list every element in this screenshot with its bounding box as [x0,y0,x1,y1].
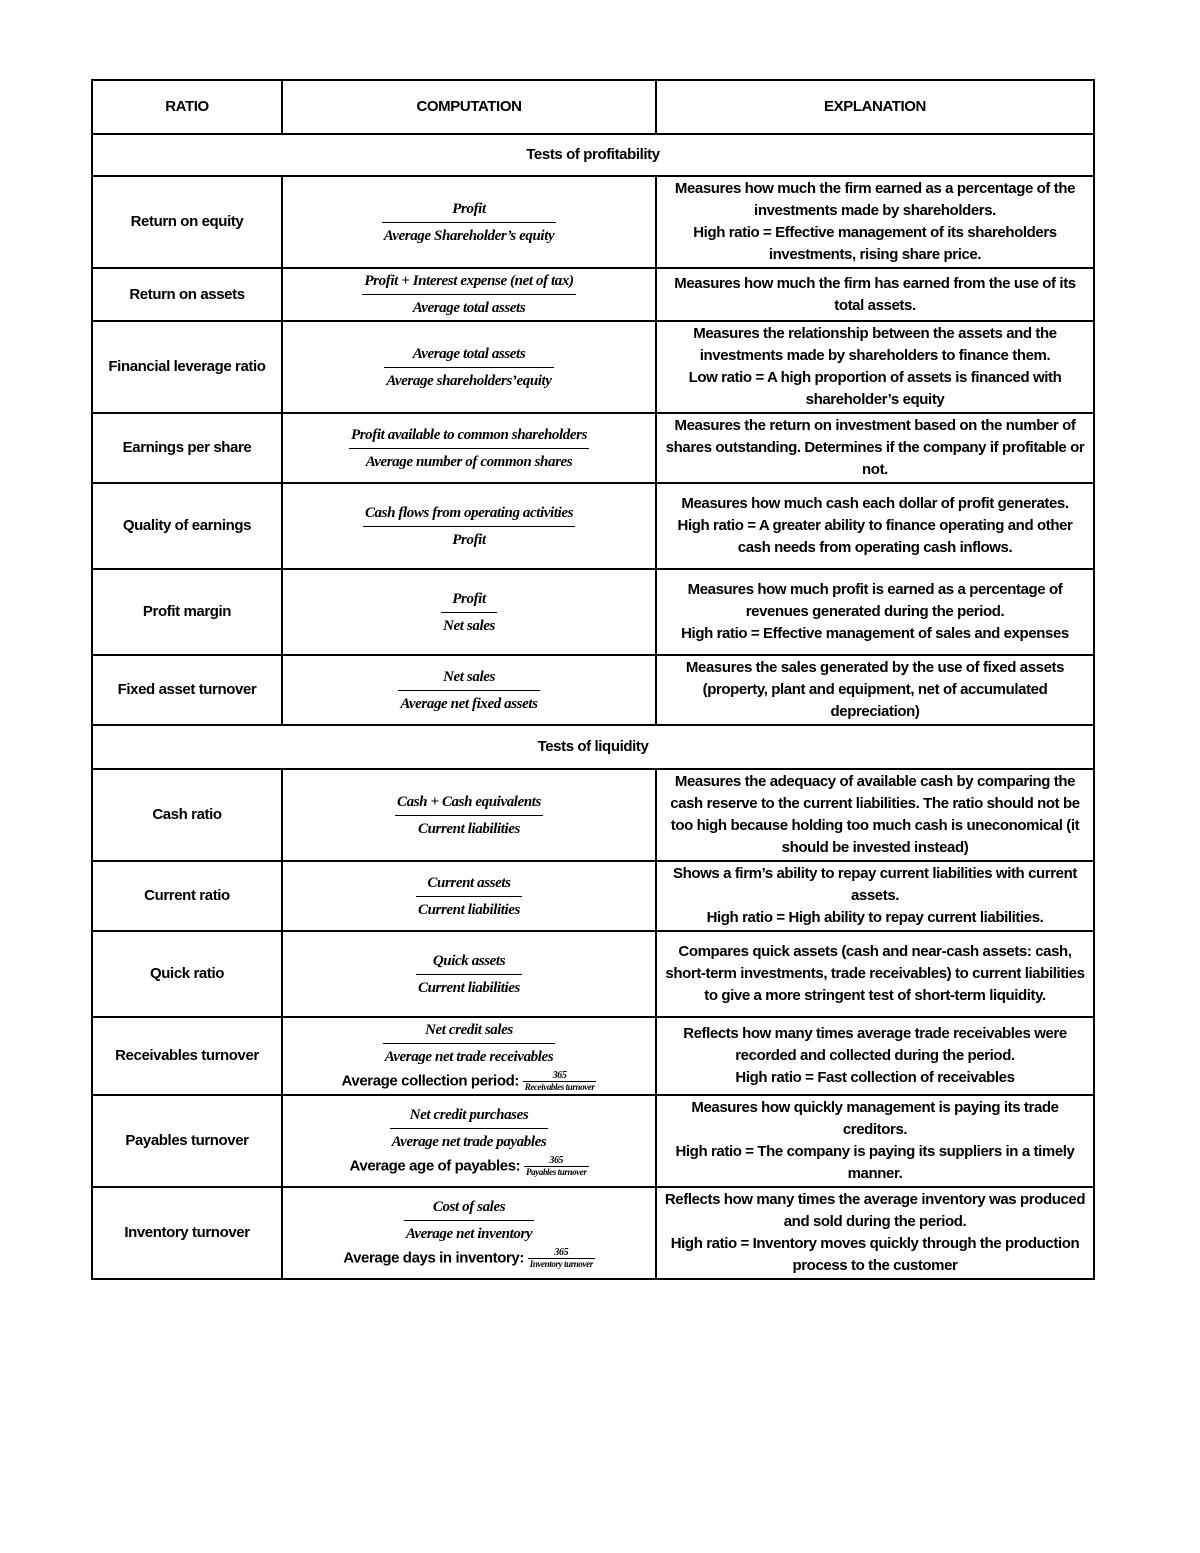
table-row [92,268,1094,321]
computation-cell [282,861,656,931]
formula-numerator: Cash flows from operating activities [363,502,575,527]
table-row [92,569,1094,655]
formula-numerator: Cash + Cash equivalents [395,791,543,816]
table-row [92,1017,1094,1095]
formula-numerator: Net credit sales [383,1019,555,1044]
formula-fraction [390,1104,549,1153]
section-row [92,134,1094,176]
formula-numerator: Net credit purchases [390,1104,549,1129]
ratio-name: Inventory turnover [92,1187,282,1279]
computation-cell [282,655,656,725]
formula-denominator: Current liabilities [417,979,520,996]
formula-denominator: Average Shareholder’s equity [383,227,555,244]
explanation-line: Measures the relationship between the assets and the investments made by shareholders to finance them. [693,325,1057,364]
formula-denominator: Current liabilities [417,901,520,918]
ratio-name: Return on assets [92,268,282,321]
computation-cell [282,1017,656,1095]
table-row [92,1095,1094,1187]
table-row [92,769,1094,861]
formula-fraction [395,791,543,840]
formula-fraction [383,1019,555,1068]
formula-denominator: Average net fixed assets [400,695,538,712]
table-row [92,176,1094,268]
formula-fraction [382,198,556,247]
ratio-name: Fixed asset turnover [92,655,282,725]
formula-denominator: Net sales [443,617,495,634]
table-row [92,655,1094,725]
computation-cell [282,931,656,1017]
sub-formula-numerator: 365 [524,1155,588,1167]
ratio-name: Current ratio [92,861,282,931]
sub-formula-label: Average days in inventory: [343,1249,524,1267]
explanation-line: High ratio = High ability to repay current liabilities. [706,909,1044,926]
formula-denominator: Average net trade payables [391,1134,547,1150]
formula-numerator: Profit [382,198,556,223]
explanation-line: Reflects how many times the average inventory was produced and sold during the period. [664,1191,1086,1230]
explanation-line: Measures how much cash each dollar of profit generates. [681,495,1069,512]
computation-cell [282,321,656,413]
computation-cell [282,1187,656,1279]
formula-numerator: Current assets [416,872,522,897]
sub-formula [289,1070,649,1093]
explanation-cell [656,931,1094,1017]
formula-denominator: Average total assets [412,300,526,316]
computation-cell [282,1095,656,1187]
formula-denominator: Average net inventory [405,1226,533,1242]
section-title: Tests of liquidity [92,725,1094,769]
explanation-line: Measures the sales generated by the use of fixed assets (property, plant and equipment, net of accumulated depreciation) [685,659,1065,720]
sub-formula-denominator: Inventory turnover [529,1259,593,1269]
ratio-name: Quick ratio [92,931,282,1017]
explanation-line: High ratio = A greater ability to finance operating and other cash needs from operating cash inflows. [677,517,1073,556]
formula-fraction [384,343,553,392]
sub-formula-fraction [528,1247,595,1270]
explanation-line: Measures how much the firm has earned from the use of its total assets. [674,274,1076,314]
ratio-name: Return on equity [92,176,282,268]
explanation-line: Measures how much profit is earned as a percentage of revenues generated during the period. [687,581,1063,620]
sub-formula-label: Average age of payables: [349,1157,521,1175]
explanation-line: High ratio = Effective management of its shareholders investments, rising share price. [693,224,1057,263]
explanation-line: Measures the return on investment based on the number of shares outstanding. Determines if the company if profitable or not. [665,417,1085,478]
explanation-line: Shows a firm’s ability to repay current liabilities with current assets. [673,865,1077,904]
formula-numerator: Net sales [398,666,539,691]
sub-formula-label: Average collection period: [341,1072,519,1090]
formula-fraction [349,424,589,473]
ratio-name: Earnings per share [92,413,282,483]
ratio-name: Quality of earnings [92,483,282,569]
formula-denominator: Current liabilities [417,820,520,837]
formula-numerator: Quick assets [416,950,522,975]
sub-formula-denominator: Receivables turnover [524,1082,595,1092]
explanation-cell [656,1095,1094,1187]
ratio-name: Receivables turnover [92,1017,282,1095]
formula-fraction [441,588,497,637]
header-ratio: RATIO [92,80,282,134]
sub-formula-denominator: Payables turnover [526,1167,587,1177]
formula-fraction [398,666,539,715]
formula-numerator: Average total assets [384,343,553,368]
formula-denominator: Profit [452,531,486,548]
ratio-name: Cash ratio [92,769,282,861]
ratios-table [91,79,1095,1280]
header-computation: COMPUTATION [282,80,656,134]
computation-cell [282,413,656,483]
header-explanation: EXPLANATION [656,80,1094,134]
explanation-cell [656,769,1094,861]
explanation-cell [656,1017,1094,1095]
table-row [92,413,1094,483]
formula-denominator: Average net trade receivables [384,1049,554,1065]
sub-formula-numerator: 365 [523,1070,597,1082]
explanation-line: Measures how much the firm earned as a percentage of the investments made by shareholders. [674,180,1076,219]
explanation-cell [656,413,1094,483]
ratio-name: Profit margin [92,569,282,655]
formula-denominator: Average shareholders’equity [386,372,552,389]
table-row [92,1187,1094,1279]
sub-formula-numerator: 365 [528,1247,595,1259]
section-title: Tests of profitability [92,134,1094,176]
explanation-cell [656,483,1094,569]
explanation-line: Reflects how many times average trade receivables were recorded and collected during the period. [683,1025,1067,1064]
formula-fraction [363,502,575,551]
explanation-line: Measures how quickly management is paying its trade creditors. [691,1099,1059,1138]
computation-cell [282,176,656,268]
formula-fraction [404,1196,534,1245]
explanation-line: High ratio = Fast collection of receivables [735,1069,1015,1086]
explanation-line: Low ratio = A high proportion of assets is financed with shareholder’s equity [688,369,1062,408]
computation-cell [282,268,656,321]
sub-formula [289,1247,649,1270]
explanation-line: High ratio = The company is paying its suppliers in a timely manner. [675,1143,1075,1182]
explanation-line: High ratio = Effective management of sales and expenses [681,625,1069,642]
table-header-row [92,80,1094,134]
explanation-cell [656,268,1094,321]
formula-numerator: Profit [441,588,497,613]
explanation-cell [656,176,1094,268]
explanation-line: Measures the adequacy of available cash by comparing the cash reserve to the current liabilities. The ratio should not be too high because holding too much cash is uneconomical (it should be invested instead) [670,773,1080,856]
table-row [92,861,1094,931]
explanation-line: Compares quick assets (cash and near-cash assets: cash, short-term investments, trade receivables) to current liabilities to give a more stringent test of short-term liquidity. [665,943,1085,1004]
ratio-name: Payables turnover [92,1095,282,1187]
explanation-cell [656,321,1094,413]
table-row [92,483,1094,569]
sub-formula-fraction [524,1155,588,1178]
formula-fraction [416,950,522,999]
formula-denominator: Average number of common shares [365,453,573,470]
explanation-line: High ratio = Inventory moves quickly through the production process to the customer [670,1235,1080,1274]
ratio-name: Financial leverage ratio [92,321,282,413]
table-body [92,134,1094,1279]
explanation-cell [656,569,1094,655]
section-row [92,725,1094,769]
formula-fraction [362,270,575,319]
table-row [92,321,1094,413]
formula-numerator: Profit + Interest expense (net of tax) [362,270,575,295]
computation-cell [282,569,656,655]
computation-cell [282,483,656,569]
computation-cell [282,769,656,861]
formula-numerator: Cost of sales [404,1196,534,1221]
sub-formula-fraction [523,1070,597,1093]
table-row [92,931,1094,1017]
explanation-cell [656,1187,1094,1279]
explanation-cell [656,655,1094,725]
explanation-cell [656,861,1094,931]
formula-numerator: Profit available to common shareholders [349,424,589,449]
formula-fraction [416,872,522,921]
sub-formula [289,1155,649,1178]
